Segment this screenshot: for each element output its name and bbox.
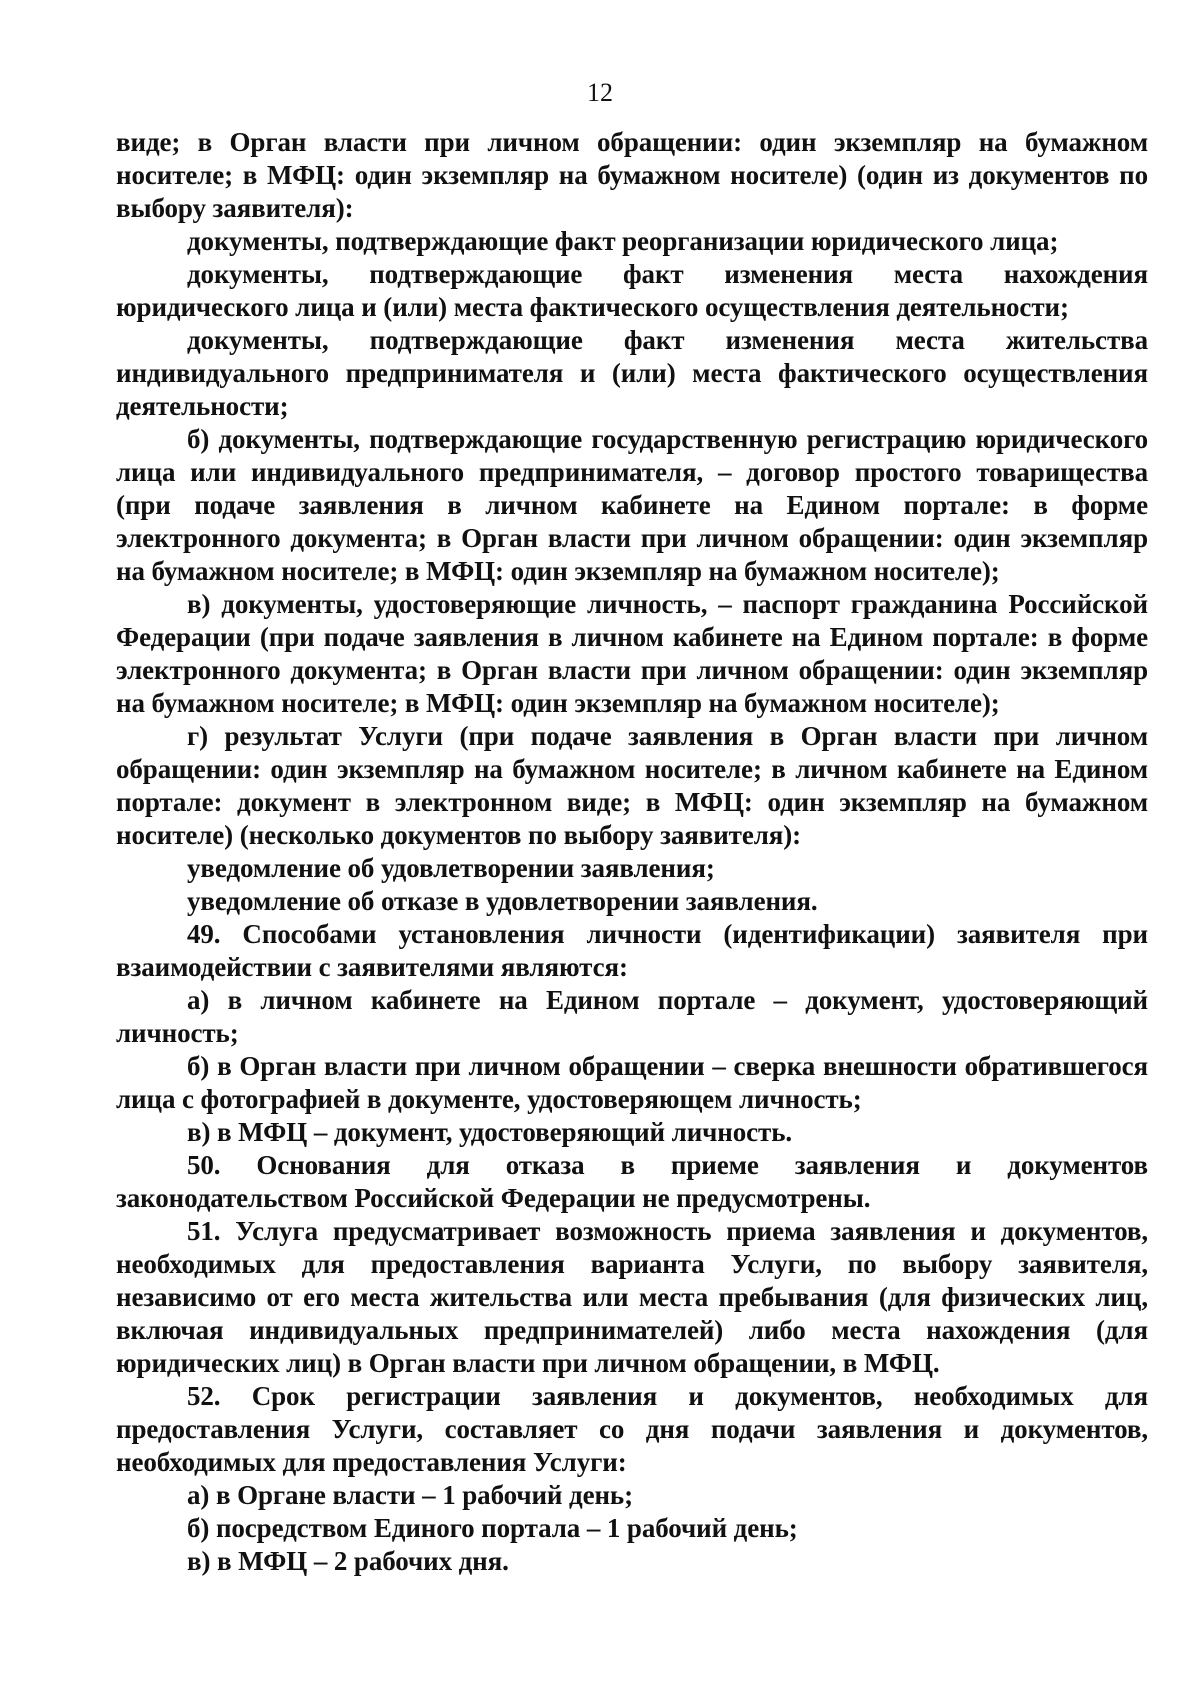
paragraph-49-a: а) в личном кабинете на Едином портале – документ, удостоверяющий личность; bbox=[116, 985, 1148, 1048]
paragraph-50: 50. Основания для отказа в приеме заявления и документов законодательством Российской Федерации не предусмотрены. bbox=[116, 1150, 1148, 1213]
page-number: 12 bbox=[587, 78, 613, 107]
paragraph-entrepreneur-residence-docs: документы, подтверждающие факт изменения места жительства индивидуального предпринимателя и (или) места фактического осуществления деятельности; bbox=[116, 325, 1148, 421]
paragraph-notice-approval: уведомление об удовлетворении заявления; bbox=[187, 853, 715, 883]
paragraph-item-g-result: г) результат Услуги (при подаче заявления в Орган власти при личном обращении: один экземпляр на бумажном носителе; в личном кабинете на Едином портале: документ в электронном виде; в МФЦ: один экземпляр на бумажном носителе) (несколько документов по выбору заявителя): bbox=[116, 721, 1148, 850]
paragraph-item-b-registration: б) документы, подтверждающие государственную регистрацию юридического лица или индивидуального предпринимателя, – договор простого товарищества (при подаче заявления в личном кабинете на Едином портале: в форме электронного документа; в Орган власти при личном обращении: один экземпляр на бумажном носителе; в МФЦ: один экземпляр на бумажном носителе); bbox=[116, 424, 1148, 586]
paragraph-52-v: в) в МФЦ – 2 рабочих дня. bbox=[187, 1546, 509, 1576]
paragraph-52-a: а) в Органе власти – 1 рабочий день; bbox=[187, 1480, 633, 1510]
paragraph-legal-entity-location-docs: документы, подтверждающие факт изменения места нахождения юридического лица и (или) места фактического осуществления деятельности; bbox=[116, 259, 1148, 322]
paragraph-49-v: в) в МФЦ – документ, удостоверяющий личность. bbox=[187, 1117, 793, 1147]
paragraph-52: 52. Срок регистрации заявления и документов, необходимых для предоставления Услуги, составляет со дня подачи заявления и документов, необходимых для предоставления Услуги: bbox=[116, 1381, 1148, 1477]
paragraph-reorganization-docs: документы, подтверждающие факт реорганизации юридического лица; bbox=[187, 226, 1059, 256]
document-body bbox=[116, 126, 1148, 1578]
paragraph-continuation: виде; в Орган власти при личном обращении: один экземпляр на бумажном носителе; в МФЦ: один экземпляр на бумажном носителе) (один из документов по выбору заявителя): bbox=[116, 127, 1148, 223]
paragraph-notice-refusal: уведомление об отказе в удовлетворении заявления. bbox=[187, 886, 818, 916]
paragraph-item-v-identity: в) документы, удостоверяющие личность, – паспорт гражданина Российской Федерации (при подаче заявления в личном кабинете на Едином портале: в форме электронного документа; в Орган власти при личном обращении: один экземпляр на бумажном носителе; в МФЦ: один экземпляр на бумажном носителе); bbox=[116, 589, 1148, 718]
paragraph-49-b: б) в Орган власти при личном обращении – сверка внешности обратившегося лица с фотографией в документе, удостоверяющем личность; bbox=[116, 1051, 1148, 1114]
paragraph-49: 49. Способами установления личности (идентификации) заявителя при взаимодействии с заявителями являются: bbox=[116, 919, 1148, 982]
paragraph-52-b: б) посредством Единого портала – 1 рабочий день; bbox=[187, 1513, 798, 1543]
paragraph-51: 51. Услуга предусматривает возможность приема заявления и документов, необходимых для предоставления варианта Услуги, по выбору заявителя, независимо от его места жительства или места пребывания (для физических лиц, включая индивидуальных предпринимателей) либо места нахождения (для юридических лиц) в Орган власти при личном обращении, в МФЦ. bbox=[116, 1216, 1148, 1378]
